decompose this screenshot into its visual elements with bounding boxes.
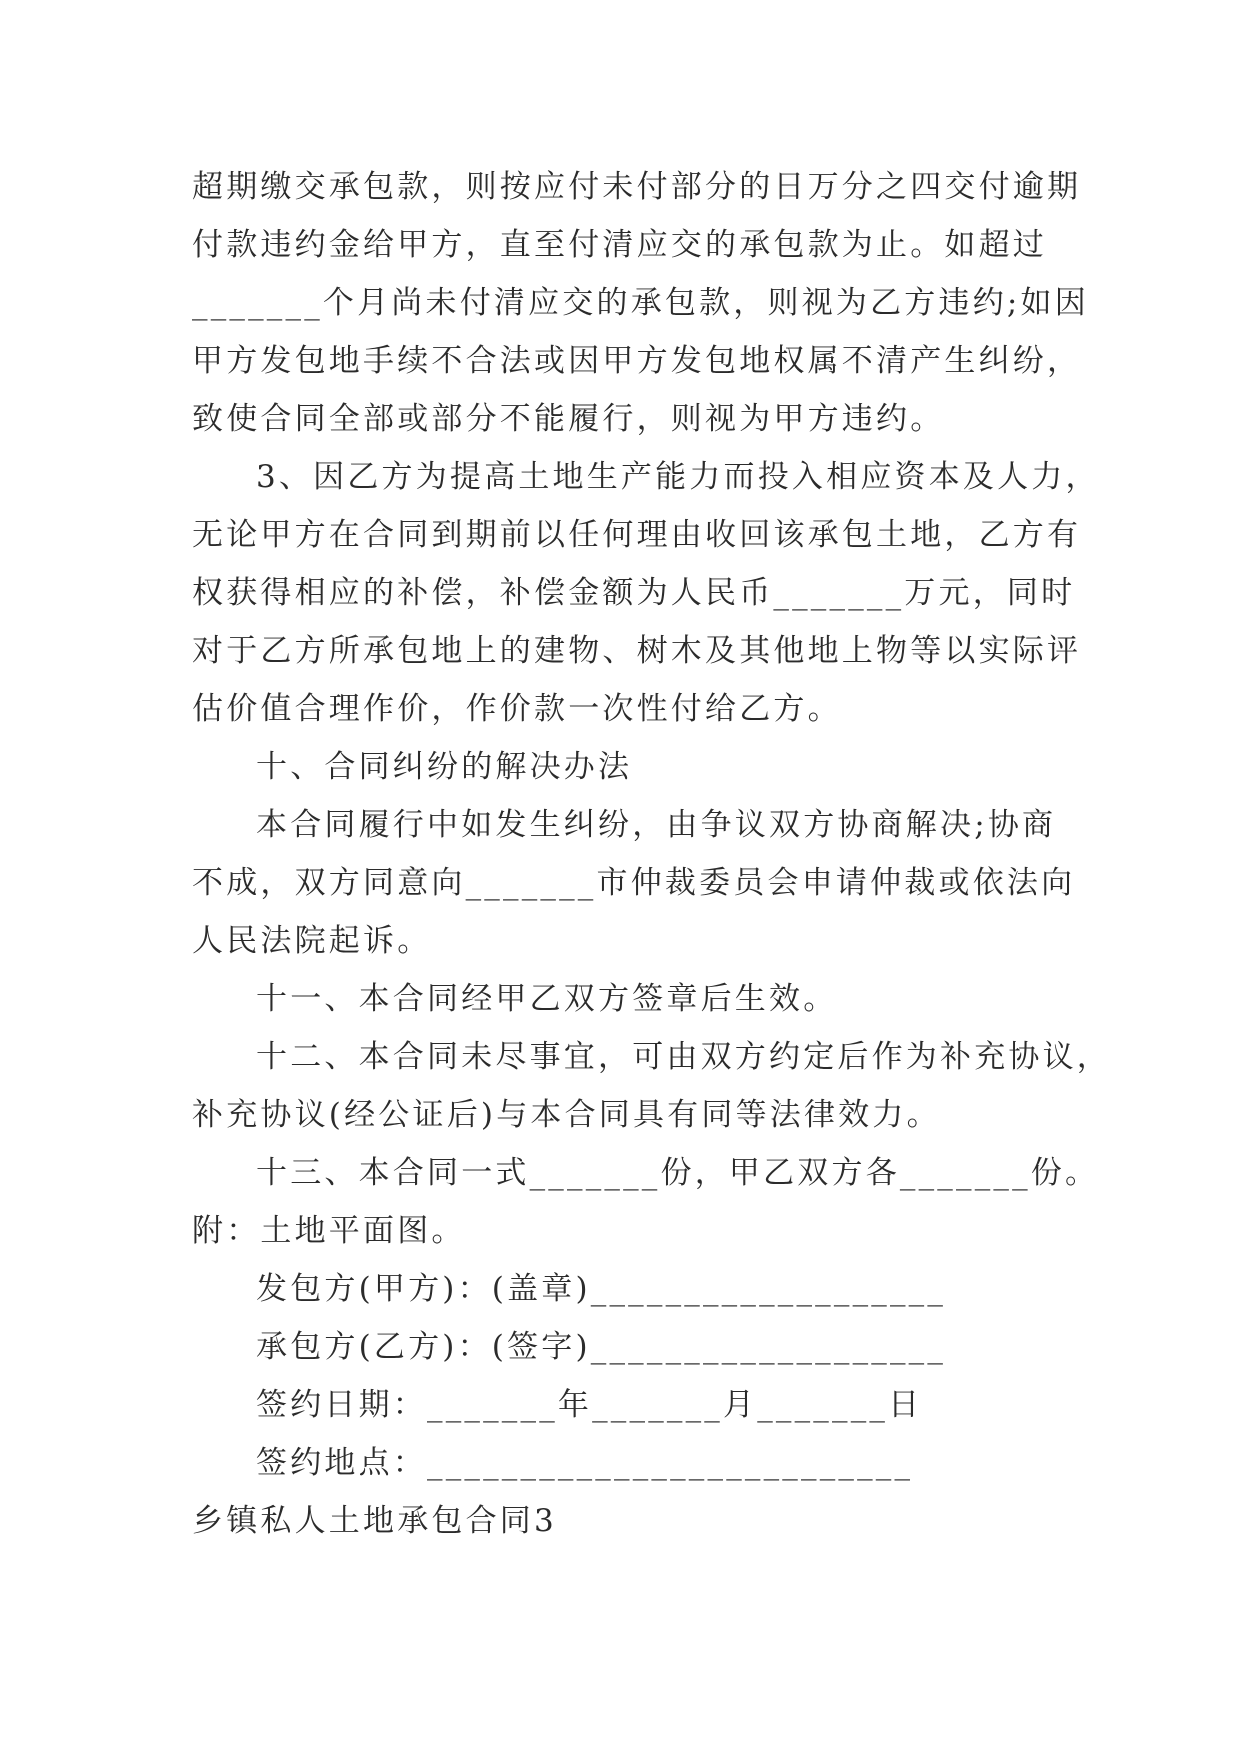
clause-3-line-2: 无论甲方在合同到期前以任何理由收回该承包土地，乙方有 (192, 517, 1082, 553)
attachment-note: 附：土地平面图。 (192, 1213, 466, 1249)
party-b-signature-line: 承包方(乙方)：(签字)___________________ (256, 1329, 947, 1365)
paragraph-line-3: _______个月尚未付清应交的承包款，则视为乙方违约;如因 (192, 285, 1089, 321)
section-12-line-2: 补充协议(经公证后)与本合同具有同等法律效力。 (192, 1097, 941, 1133)
document-body (192, 158, 1111, 1550)
section-10-line-2: 不成，双方同意向_______市仲裁委员会申请仲裁或依法向 (192, 865, 1076, 901)
section-11: 十一、本合同经甲乙双方签章后生效。 (256, 981, 838, 1017)
signing-date-line: 签约日期：_______年_______月_______日 (256, 1387, 923, 1423)
section-12-line-1: 十二、本合同未尽事宜，可由双方约定后作为补充协议， (256, 1039, 1111, 1075)
clause-3-line-5: 估价值合理作价，作价款一次性付给乙方。 (192, 691, 842, 727)
signing-place-line: 签约地点：__________________________ (256, 1445, 914, 1481)
paragraph-line-5: 致使合同全部或部分不能履行，则视为甲方违约。 (192, 401, 945, 437)
clause-3-line-1: 3、因乙方为提高土地生产能力而投入相应资本及人力， (256, 459, 1100, 495)
section-10-heading: 十、合同纠纷的解决办法 (256, 749, 633, 785)
paragraph-line-2: 付款违约金给甲方，直至付清应交的承包款为止。如超过 (192, 227, 1047, 263)
clause-3-line-4: 对于乙方所承包地上的建物、树木及其他地上物等以实际评 (192, 633, 1082, 669)
clause-3-line-3: 权获得相应的补偿，补偿金额为人民币_______万元，同时 (192, 575, 1076, 611)
party-a-signature-line: 发包方(甲方)：(盖章)___________________ (256, 1271, 947, 1307)
section-10-line-1: 本合同履行中如发生纠纷，由争议双方协商解决;协商 (256, 807, 1057, 843)
paragraph-line-1: 超期缴交承包款，则按应付未付部分的日万分之四交付逾期 (192, 169, 1082, 205)
section-13: 十三、本合同一式_______份，甲乙双方各_______份。 (256, 1155, 1100, 1191)
paragraph-line-4: 甲方发包地手续不合法或因甲方发包地权属不清产生纠纷， (192, 343, 1082, 379)
section-10-line-3: 人民法院起诉。 (192, 923, 432, 959)
next-document-title: 乡镇私人土地承包合同3 (192, 1503, 557, 1539)
